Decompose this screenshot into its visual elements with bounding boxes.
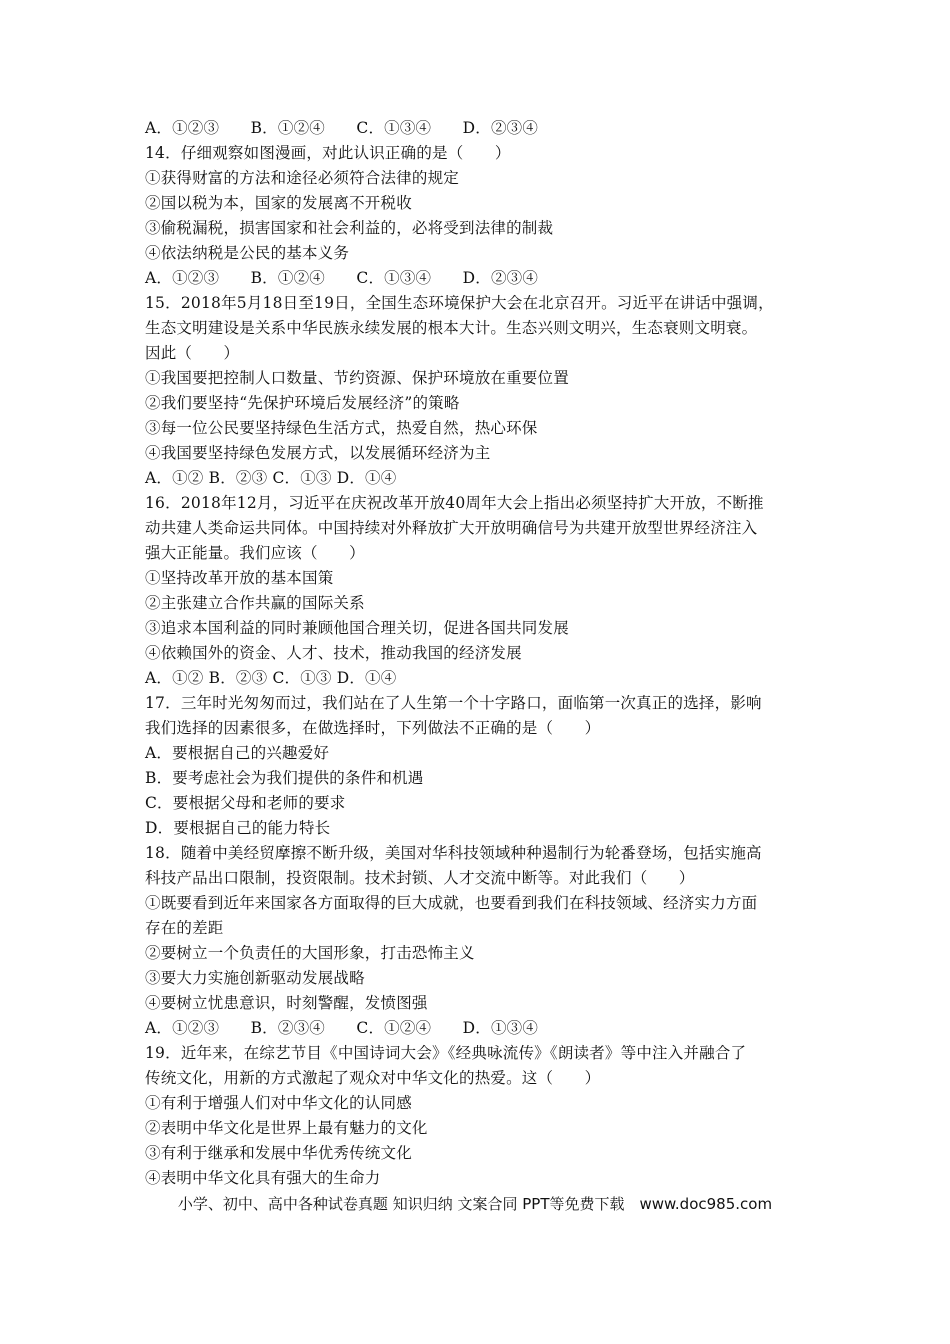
text-line: A．要根据自己的兴趣爱好 bbox=[145, 744, 330, 762]
text-line: A．①② B．②③ C．①③ D．①④ bbox=[145, 469, 397, 487]
text-line: A．①②③ B．①②④ C．①③④ D．②③④ bbox=[145, 119, 539, 137]
text-line: ①我国要把控制人口数量、节约资源、保护环境放在重要位置 bbox=[145, 369, 569, 387]
text-line: 我们选择的因素很多，在做选择时，下列做法不正确的是（ ） bbox=[145, 719, 601, 737]
text-line: B．要考虑社会为我们提供的条件和机遇 bbox=[145, 769, 424, 787]
text-line: ①获得财富的方法和途径必须符合法律的规定 bbox=[145, 169, 460, 187]
text-line: ②主张建立合作共赢的国际关系 bbox=[145, 594, 365, 612]
text-line: ②我们要坚持“先保护环境后发展经济”的策略 bbox=[145, 394, 460, 412]
text-line: 14．仔细观察如图漫画，对此认识正确的是（ ） bbox=[145, 144, 511, 162]
text-line: ②要树立一个负责任的大国形象，打击恐怖主义 bbox=[145, 944, 475, 962]
text-line: D．要根据自己的能力特长 bbox=[145, 819, 331, 837]
text-line: A．①②③ B．①②④ C．①③④ D．②③④ bbox=[145, 269, 539, 287]
text-line: ④要树立忧患意识，时刻警醒，发愤图强 bbox=[145, 994, 428, 1012]
text-line: 18．随着中美经贸摩擦不断升级，美国对华科技领域种种遏制行为轮番登场，包括实施高 bbox=[145, 844, 762, 862]
text-line: ①坚持改革开放的基本国策 bbox=[145, 569, 334, 587]
text-line: 科技产品出口限制，投资限制。技术封锁、人才交流中断等。对此我们（ ） bbox=[145, 869, 695, 887]
text-line: ③有利于继承和发展中华优秀传统文化 bbox=[145, 1144, 412, 1162]
text-line: 17．三年时光匆匆而过，我们站在了人生第一个十字路口，面临第一次真正的选择，影响 bbox=[145, 694, 762, 712]
text-line: ④依法纳税是公民的基本义务 bbox=[145, 244, 350, 262]
text-line: ④依赖国外的资金、人才、技术，推动我国的经济发展 bbox=[145, 644, 522, 662]
text-line: 动共建人类命运共同体。中国持续对外释放扩大开放明确信号为共建开放型世界经济注入 bbox=[145, 519, 758, 537]
text-line: 因此（ ） bbox=[145, 344, 240, 362]
page-footer: 小学、初中、高中各种试卷真题 知识归纳 文案合同 PPT等免费下载 www.doc985.com bbox=[177, 1195, 773, 1213]
text-line: 传统文化，用新的方式激起了观众对中华文化的热爱。这（ ） bbox=[145, 1069, 601, 1087]
text-line: 15．2018年5月18日至19日，全国生态环境保护大会在北京召开。习近平在讲话中强调， bbox=[145, 294, 774, 312]
text-line: ③每一位公民要坚持绿色生活方式，热爱自然，热心环保 bbox=[145, 419, 538, 437]
text-line: ③追求本国利益的同时兼顾他国合理关切，促进各国共同发展 bbox=[145, 619, 569, 637]
text-line: A．①②③ B．②③④ C．①②④ D．①③④ bbox=[145, 1019, 539, 1037]
text-line: ①既要看到近年来国家各方面取得的巨大成就，也要看到我们在科技领域、经济实力方面 bbox=[145, 894, 758, 912]
text-line: ④我国要坚持绿色发展方式，以发展循环经济为主 bbox=[145, 444, 491, 462]
text-line: C．要根据父母和老师的要求 bbox=[145, 794, 346, 812]
exam-text-body bbox=[145, 116, 815, 1191]
text-line: A．①② B．②③ C．①③ D．①④ bbox=[145, 669, 397, 687]
text-line: 16．2018年12月，习近平在庆祝改革开放40周年大会上指出必须坚持扩大开放，不断推 bbox=[145, 494, 764, 512]
text-line: ②国以税为本，国家的发展离不开税收 bbox=[145, 194, 412, 212]
text-line: 19．近年来，在综艺节目《中国诗词大会》《经典咏流传》《朗读者》等中注入并融合了 bbox=[145, 1044, 747, 1062]
text-line: ①有利于增强人们对中华文化的认同感 bbox=[145, 1094, 412, 1112]
text-line: ③偷税漏税，损害国家和社会利益的，必将受到法律的制裁 bbox=[145, 219, 554, 237]
text-line: 存在的差距 bbox=[145, 919, 224, 937]
text-line: ②表明中华文化是世界上最有魅力的文化 bbox=[145, 1119, 428, 1137]
text-line: ④表明中华文化具有强大的生命力 bbox=[145, 1169, 381, 1187]
text-line: ③要大力实施创新驱动发展战略 bbox=[145, 969, 365, 987]
text-line: 生态文明建设是关系中华民族永续发展的根本大计。生态兴则文明兴，生态衰则文明衰。 bbox=[145, 319, 758, 337]
text-line: 强大正能量。我们应该（ ） bbox=[145, 544, 365, 562]
